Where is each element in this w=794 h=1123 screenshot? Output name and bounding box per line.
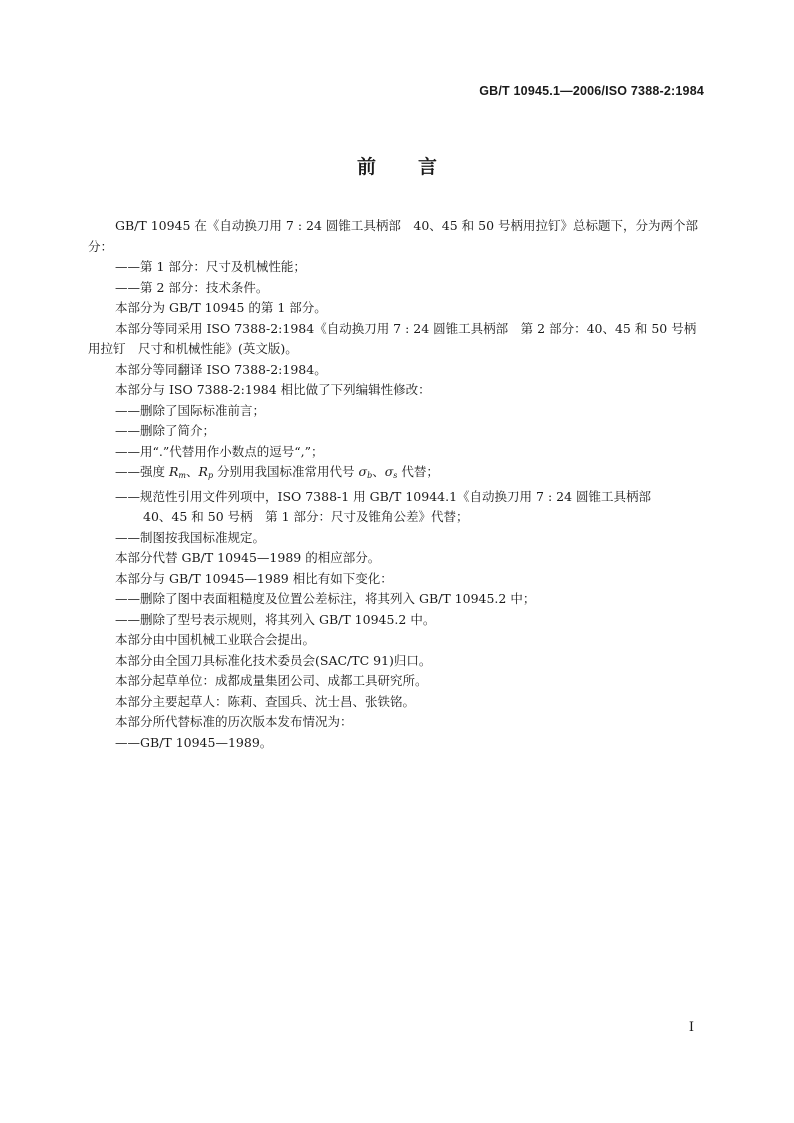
list-item-normative-ref-cont: 40、45 和 50 号柄 第 1 部分：尺寸及锥角公差》代替； <box>143 509 469 524</box>
symbol-rp: $R_p$ <box>198 464 214 480</box>
list-item-drawing: ——制图按我国标准规定。 <box>115 529 266 545</box>
list-item-part2: ——第 2 部分：技术条件。 <box>115 279 269 295</box>
list-item-part1: ——第 1 部分：尺寸及机械性能； <box>115 259 306 274</box>
paragraph-drafters: 本部分主要起草人：陈莉、查国兵、沈士昌、张铁铭。 <box>115 693 416 709</box>
paragraph-drafting-units: 本部分起草单位：成都成量集团公司、成都工具研究所。 <box>115 673 428 688</box>
paragraph-adoption: 本部分等同采用 ISO 7388-2:1984《自动换刀用 7 : 24 圆锥工具柄部 第 2 部分：40、45 和 50 号柄用拉钉 尺寸和机械性能》(英文版)。 <box>88 320 697 356</box>
title-char-1: 前 <box>356 156 376 178</box>
standard-code: GB/T 10945.1—2006/ISO 7388-2:1984 <box>479 84 704 98</box>
title-char-2: 言 <box>418 156 438 178</box>
paragraph-history: 本部分所代替标准的历次版本发布情况为： <box>115 714 353 729</box>
paragraph-proposed-by: 本部分由中国机械工业联合会提出。 <box>115 632 316 647</box>
symbol-sigma-s: $\sigma_s$ <box>384 464 398 480</box>
list-item-delete-foreword: ——删除了国际标准前言； <box>115 402 266 418</box>
symbol-sigma-b: $\sigma_b$ <box>358 464 373 480</box>
list-item-delete-intro: ——删除了简介； <box>115 423 216 438</box>
list-item-history-1989: ——GB/T 10945—1989。 <box>115 734 273 750</box>
paragraph-intro: GB/T 10945 在《自动换刀用 7 : 24 圆锥工具柄部 40、45 和 50 号柄用拉钉》总标题下，分为两个部分： <box>88 218 699 254</box>
page-number: I <box>688 1020 694 1035</box>
foreword-body <box>88 216 704 753</box>
list-item-normative-ref: ——规范性引用文件列项中，ISO 7388-1 用 GB/T 10944.1《自动换刀用 7 : 24 圆锥工具柄部 <box>115 488 652 504</box>
paragraph-part-of: 本部分为 GB/T 10945 的第 1 部分。 <box>115 300 327 315</box>
strength-prefix: ——强度 <box>115 464 166 479</box>
symbol-rm: $R_m$ <box>169 464 187 480</box>
paragraph-changes: 本部分与 GB/T 10945—1989 相比有如下变化： <box>115 570 393 586</box>
paragraph-translation: 本部分等同翻译 ISO 7388-2:1984。 <box>115 361 327 377</box>
page-title <box>0 152 794 179</box>
list-item-roughness: ——删除了图中表面粗糙度及位置公差标注，将其列入 GB/T 10945.2 中； <box>115 591 536 606</box>
list-item-decimal: ——用“.”代替用作小数点的逗号“,”； <box>115 443 324 459</box>
paragraph-replaces: 本部分代替 GB/T 10945—1989 的相应部分。 <box>115 550 381 565</box>
list-item-strength: ——强度 $R_m$、$R_p$ 分别用我国标准常用代号 $\sigma_b$、$\sigma_s$ 代替； <box>115 464 439 480</box>
paragraph-editorial-changes: 本部分与 ISO 7388-2:1984 相比做了下列编辑性修改： <box>115 382 431 397</box>
list-item-model-rule: ——删除了型号表示规则，将其列入 GB/T 10945.2 中。 <box>115 611 436 627</box>
paragraph-under-jurisdiction: 本部分由全国刀具标准化技术委员会(SAC/TC 91)归口。 <box>115 652 432 668</box>
